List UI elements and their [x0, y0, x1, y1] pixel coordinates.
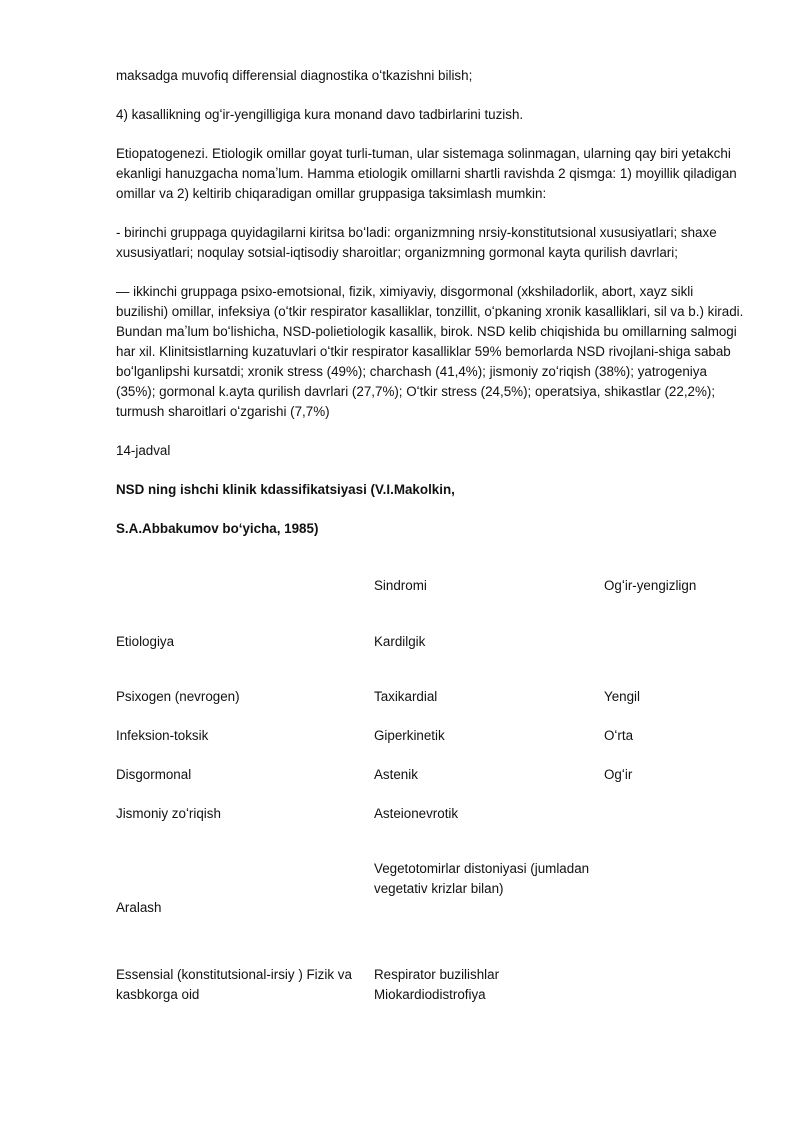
table-cell: Taxikardial: [374, 689, 438, 704]
cell-essensial-line2: kasbkorga oid: [116, 987, 200, 1002]
header-ogir-yengil: Ogʻir-yengizlign: [604, 578, 697, 593]
paragraph-first-group: - birinchi gruppaga quyidagilarni kiritsa boʻladi: organizmning nrsiy-konstitutsional xususiyatlari; shaxe xususiyatlari; noqulay sotsial-iqtisodiy sharoitlar; organizmning gormonal kayta qurilish davrlari;: [116, 225, 717, 260]
table-row: [116, 765, 756, 785]
header-sindromi: Sindromi: [374, 578, 427, 593]
cell-essensial: [116, 965, 361, 1005]
table-cell: Yengil: [604, 689, 640, 704]
cell-respirator-line1: Respirator buzilishlar: [374, 967, 500, 982]
table-cell: Jismoniy zoʻriqish: [116, 806, 221, 821]
cell-vegetotomirlar: [374, 859, 609, 899]
table-row: [116, 632, 756, 652]
table-row: [116, 687, 756, 707]
table-header-row: [116, 576, 756, 596]
cell-essensial-line1: Essensial (konstitutsional-irsiy ) Fizik va: [116, 967, 352, 982]
cell-miokard-line2: Miokardiodistrofiya: [374, 987, 486, 1002]
classification-table: [116, 576, 756, 1005]
cell-aralash: Aralash: [116, 900, 162, 915]
cell-vegetotomirlar-line1: Vegetotomirlar distoniyasi (jumladan: [374, 861, 590, 876]
table-row: [116, 859, 756, 899]
table-cell: Astenik: [374, 767, 418, 782]
table-cell: Infeksion-toksik: [116, 728, 209, 743]
table-cell: Asteionevrotik: [374, 806, 459, 821]
paragraph-2: 4) kasallikning ogʻir-yengilligiga kura monand davo tadbirlarini tuzish.: [116, 107, 524, 122]
table-number: 14-jadval: [116, 443, 171, 458]
table-row: [116, 898, 756, 918]
paragraph-1: maksadga muvofiq differensial diagnostika oʻtkazishni bilish;: [116, 68, 473, 83]
paragraph-etiopatogenez: Etiopatogenezi. Etiologik omillar goyat turli-tuman, ular sistemaga solinmagan, ularning qay biri yetakchi ekanligi hanuzgacha nomaʼlum. Hamma etiologik omillarni shartli ravishda 2 qismga: 1) moyillik qiladigan omillar va 2) keltirib chiqaradigan omillar gruppasiga taksimlash mumkin:: [116, 146, 737, 201]
table-title-line1: NSD ning ishchi klinik kdassifikatsiyasi (V.I.Makolkin,: [116, 482, 455, 497]
cell-vegetotomirlar-line2: vegetativ krizlar bilan): [374, 881, 504, 896]
table-row: [116, 726, 756, 746]
document-body: [116, 66, 746, 558]
table-row: [116, 965, 756, 1005]
table-cell: Disgormonal: [116, 767, 192, 782]
table-title-line2: S.A.Abbakumov boʻyicha, 1985): [116, 521, 319, 536]
cell-kardilgik: Kardilgik: [374, 634, 426, 649]
table-cell: Psixogen (nevrogen): [116, 689, 240, 704]
table-cell: Ogʻir: [604, 767, 633, 782]
header-etiologiya: Etiologiya: [116, 634, 175, 649]
cell-respirator: [374, 965, 609, 1005]
paragraph-second-group: — ikkinchi gruppaga psixo-emotsional, fizik, ximiyaviy, disgormonal (xkshiladorlik, abort, xayz sikli buzilishi) omillar, infeksiya (oʻtkir respirator kasalliklar, tonzillit, oʻpkaning xronik kasalliklari, sil va b.) kiradi. Bundan maʼlum boʻlishicha, NSD-polietiologik kasallik, birok. NSD kelib chiqishida bu omillarning salmogi har xil. Klinitsistlarning kuzatuvlari oʻtkir respirator kasalliklar 59% bemorlarda NSD rivojlani-shiga sabab boʻlganlipshi kursatdi; xronik stress (49%); charchash (41,4%); jismoniy zoʻriqish (38%); yatrogeniya (35%); gormonal k.ayta qurilish davrlari (27,7%); Oʻtkir stress (24,5%); operatsiya, shikastlar (22,2%); turmush sharoitlari oʻzgarishi (7,7%): [116, 284, 744, 419]
table-cell: Oʻrta: [604, 728, 634, 743]
table-cell: Giperkinetik: [374, 728, 445, 743]
table-row: [116, 804, 756, 824]
